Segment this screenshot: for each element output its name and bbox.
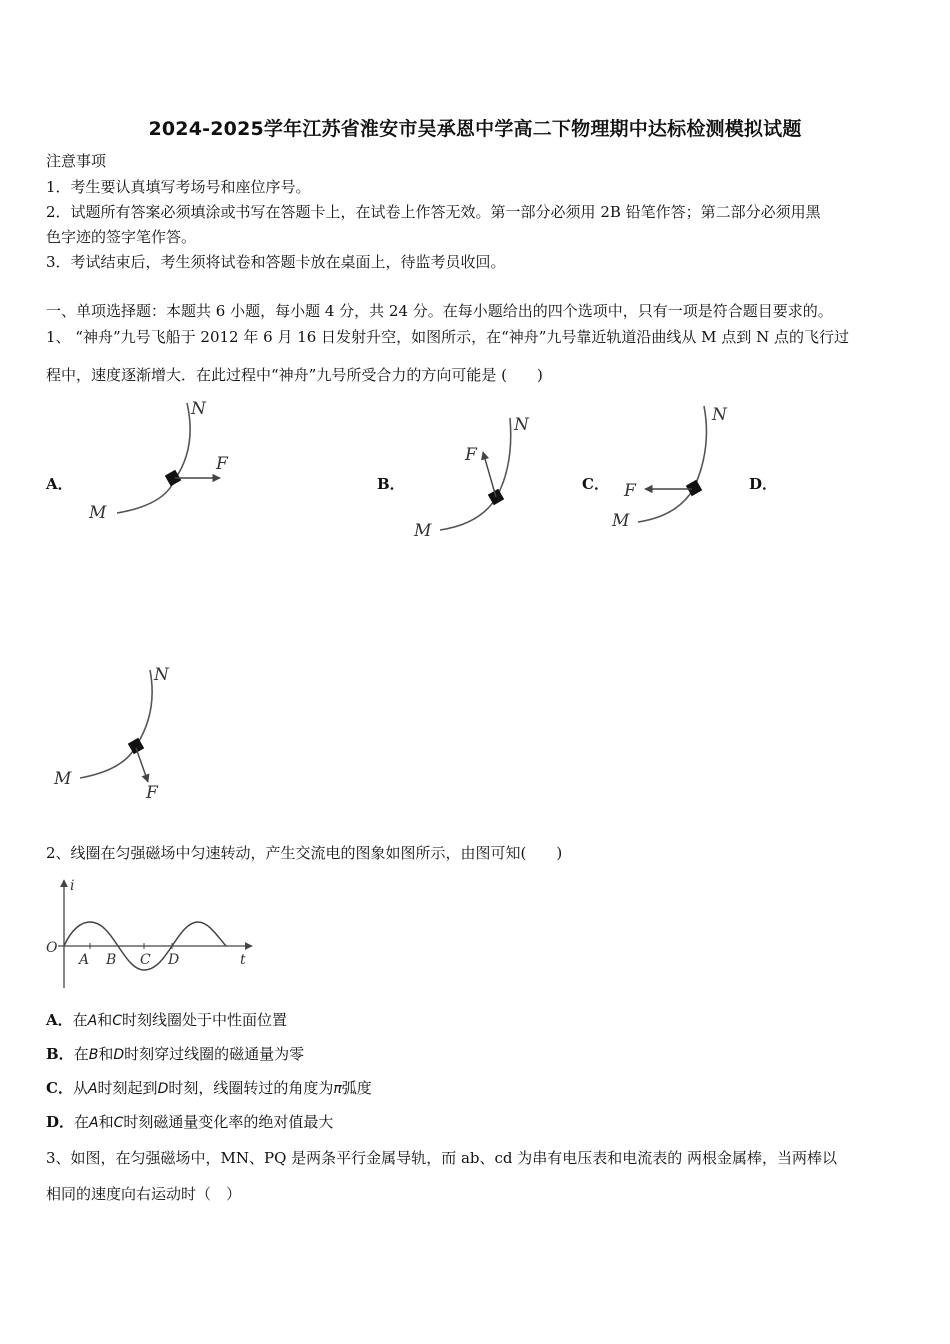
q1-stem-line2: 程中，速度逐渐增大．在此过程中“神舟”九号所受合力的方向可能是 ( ) xyxy=(46,366,543,384)
q2-stem: 2、线圈在匀强磁场中匀速转动，产生交流电的图象如图所示，由图可知( ) xyxy=(46,844,563,862)
q1-stem-line1: 1、 “神舟”九号飞船于 2012 年 6 月 16 日发射升空，如图所示，在“神舟”九号靠近轨道沿曲线从 M 点到 N 点的飞行过 xyxy=(46,328,849,346)
i-axis-label: i xyxy=(70,878,75,894)
q1-option-a-label[interactable]: A． xyxy=(46,475,73,493)
q1-option-c-label[interactable]: C． xyxy=(582,475,609,493)
notice-item-1: 1．考生要认真填写考场号和座位序号。 xyxy=(46,178,311,196)
q2-option-d[interactable]: D．在A和C时刻磁通量变化率的绝对值最大 xyxy=(46,1113,334,1131)
label-m: M xyxy=(54,769,72,789)
label-f: F xyxy=(465,445,477,465)
notice-item-2: 2．试题所有答案必须填涂或书写在答题卡上，在试卷上作答无效。第一部分必须用 2B 铅笔作答；第二部分必须用黑 xyxy=(46,203,821,221)
label-n: N xyxy=(154,665,169,685)
notice-item-3: 3．考试结束后，考生须将试卷和答题卡放在桌面上，待监考员收回。 xyxy=(46,253,506,271)
label-n: N xyxy=(191,399,206,419)
notice-heading: 注意事项 xyxy=(46,152,107,170)
section1-heading: 一、单项选择题：本题共 6 小题，每小题 4 分，共 24 分。在每小题给出的四个选项中，只有一项是符合题目要求的。 xyxy=(46,302,833,320)
q1-figure-a xyxy=(85,395,255,530)
point-c-label: C xyxy=(140,952,151,968)
label-n: N xyxy=(514,415,529,435)
notice-item-2-cont: 色字迹的签字笔作答。 xyxy=(46,228,197,246)
q2-current-graph xyxy=(44,874,264,992)
point-d-label: D xyxy=(168,952,180,968)
q3-stem-line2: 相同的速度向右运动时（ ） xyxy=(46,1185,242,1203)
t-axis-label: t xyxy=(240,952,246,968)
q1-option-d-label[interactable]: D． xyxy=(749,475,778,493)
label-f: F xyxy=(624,481,636,501)
label-f: F xyxy=(216,454,228,474)
q2-option-b[interactable]: B．在B和D时刻穿过线圈的磁通量为零 xyxy=(46,1045,305,1063)
point-a-label: A xyxy=(79,952,90,968)
q1-figure-d xyxy=(54,660,214,805)
label-m: M xyxy=(414,521,432,541)
q1-figure-c xyxy=(608,398,758,533)
page-title: 2024-2025学年江苏省淮安市吴承恩中学高二下物理期中达标检测模拟试题 xyxy=(148,118,802,140)
q1-option-b-label[interactable]: B． xyxy=(377,475,405,493)
q2-option-c[interactable]: C．从A时刻起到D时刻，线圈转过的角度为π弧度 xyxy=(46,1079,372,1097)
q3-stem-line1: 3、如图，在匀强磁场中，MN、PQ 是两条平行金属导轨，而 ab、cd 为串有电压表和电流表的 两根金属棒，当两棒以 xyxy=(46,1149,838,1167)
label-f: F xyxy=(146,783,158,803)
origin-label: O xyxy=(46,940,58,956)
label-m: M xyxy=(89,503,107,523)
q1-figure-b xyxy=(410,408,560,543)
label-m: M xyxy=(612,511,630,531)
label-n: N xyxy=(712,405,727,425)
point-b-label: B xyxy=(106,952,117,968)
q2-option-a[interactable]: A．在A和C时刻线圈处于中性面位置 xyxy=(46,1011,288,1029)
